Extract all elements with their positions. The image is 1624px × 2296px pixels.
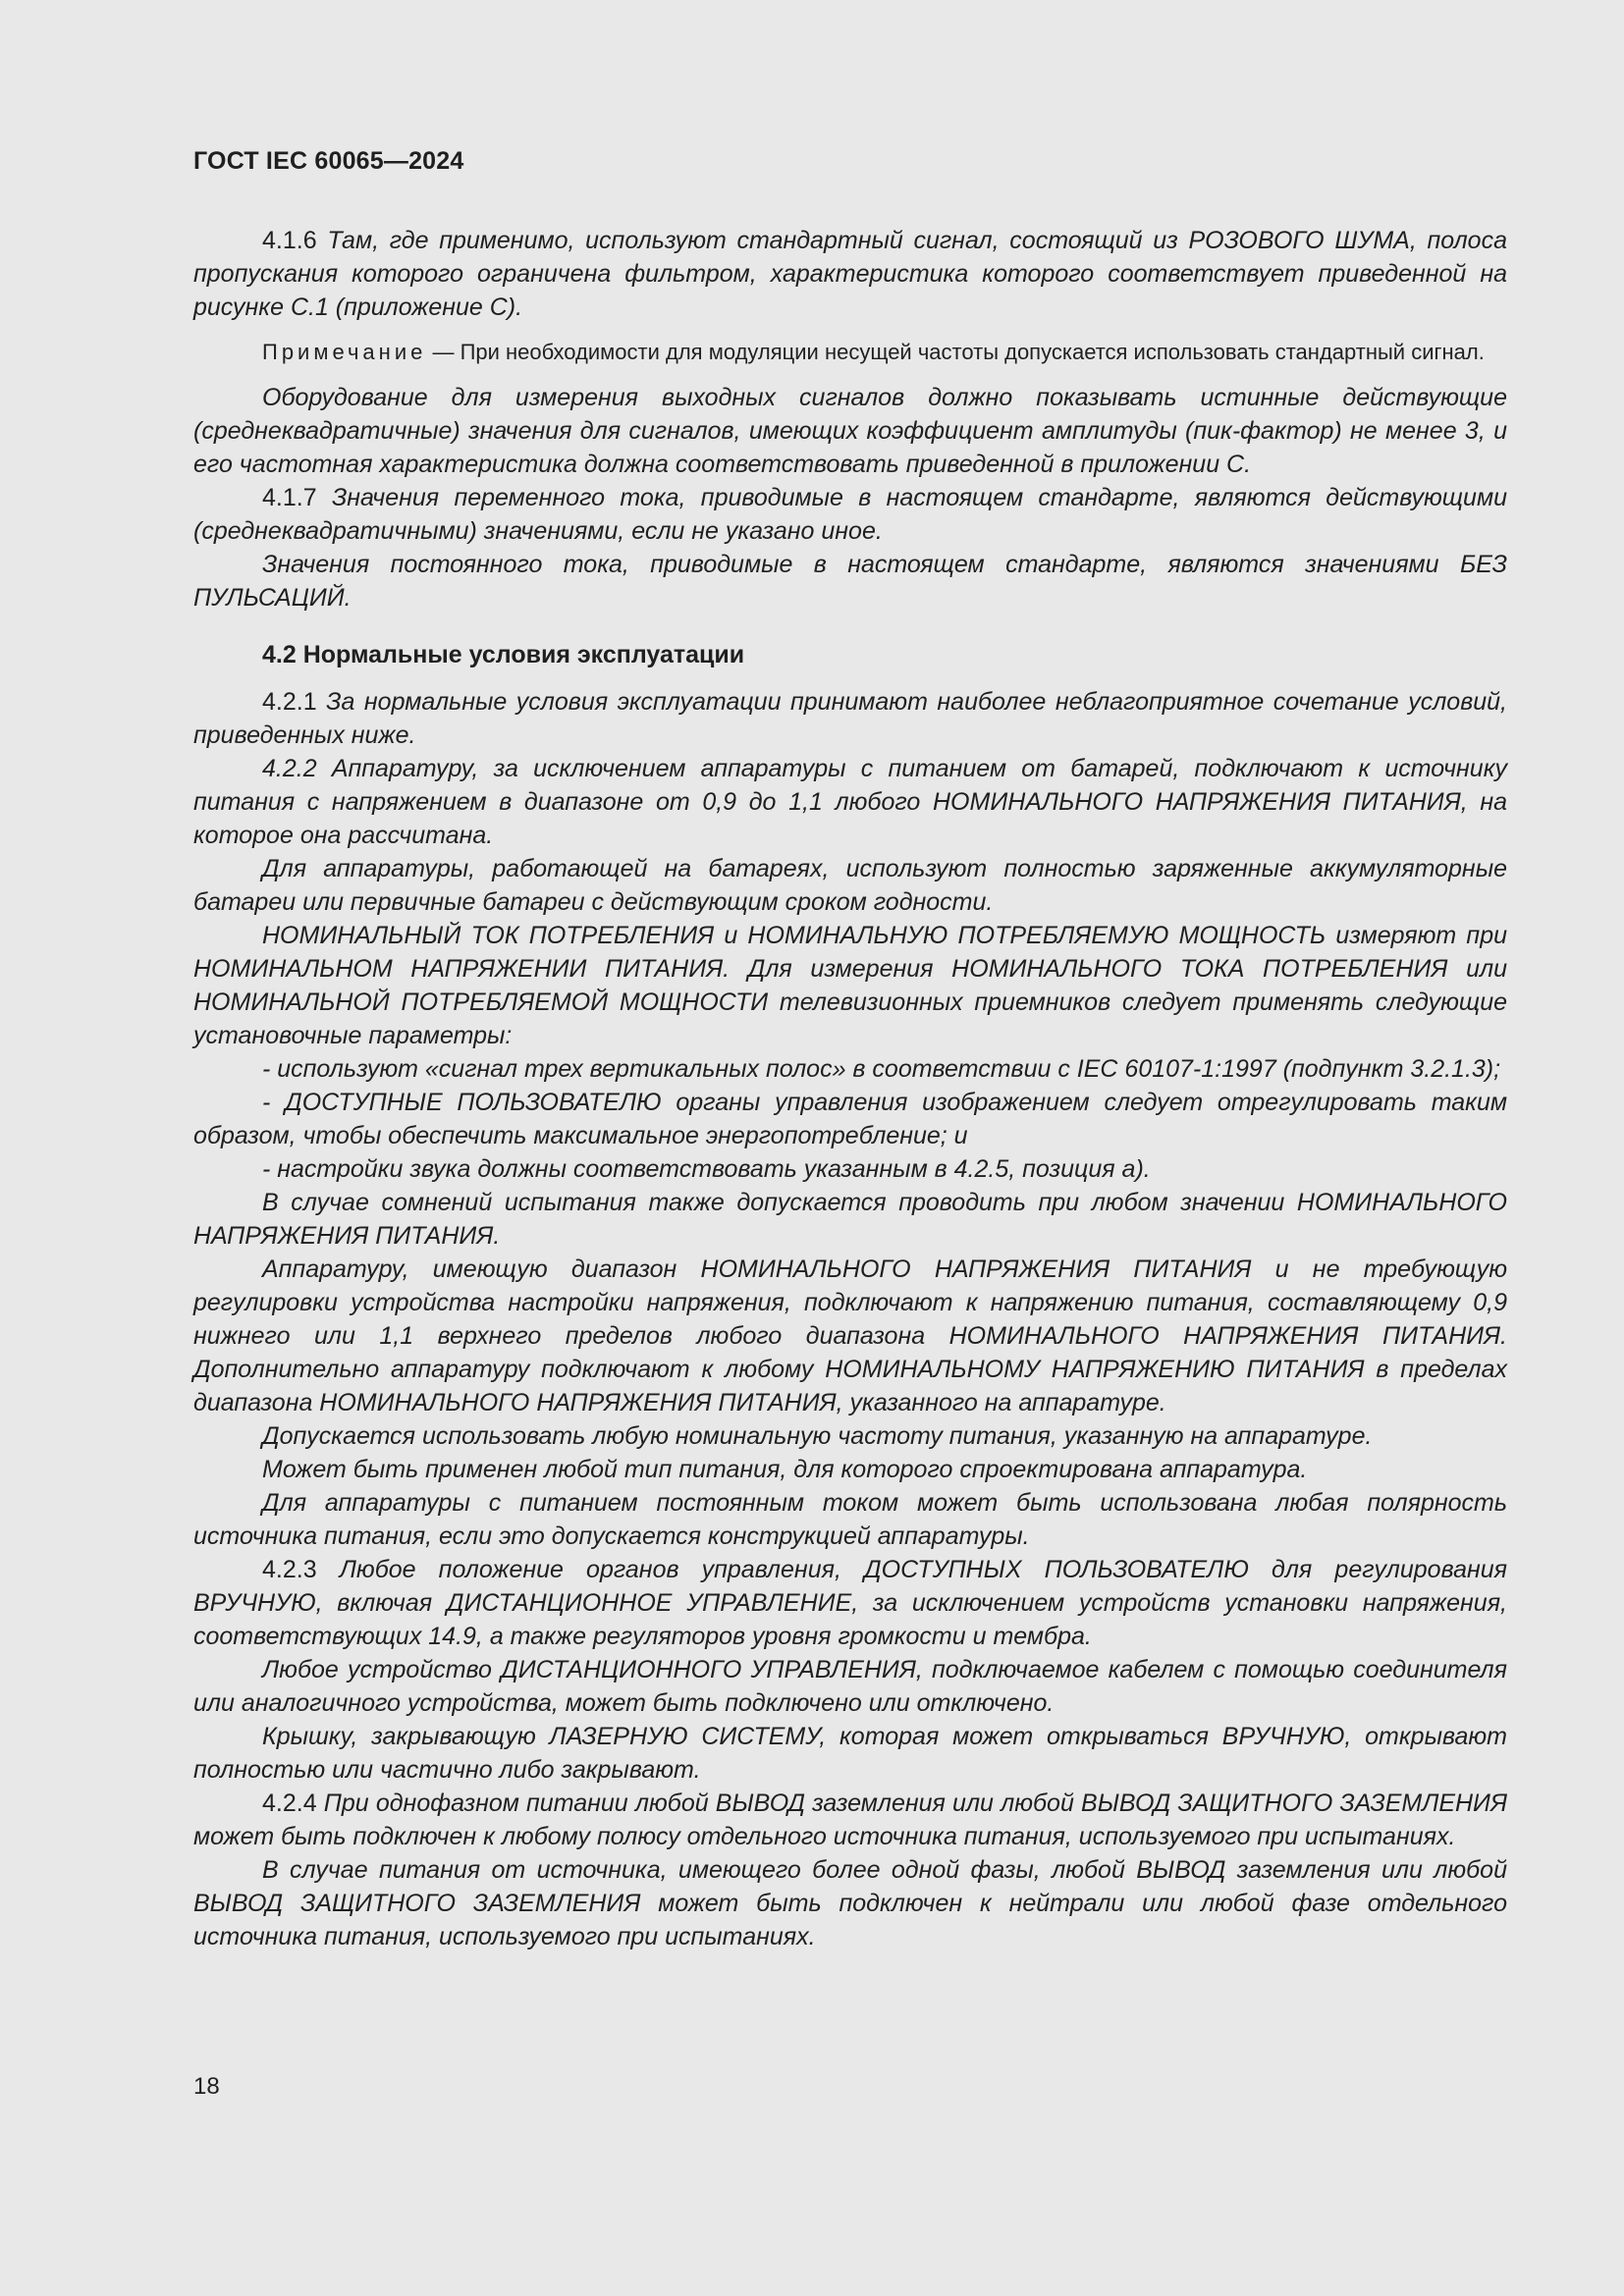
document-body [193, 224, 1507, 1953]
paragraph: В случае сомнений испытания также допускается проводить при любом значении НОМИНАЛЬНОГО НАПРЯЖЕНИЯ ПИТАНИЯ. [193, 1189, 1507, 1250]
clause-4-1-6: 4.1.6 Там, где применимо, используют стандартный сигнал, состоящий из РОЗОВОГО ШУМА, полоса пропускания которого ограничена фильтром, характеристика которого соответствует приведенной на рисунке С.1 (приложение С). [193, 227, 1507, 321]
note-label: Примечание [262, 340, 427, 364]
clause-4-2-4: 4.2.4 При однофазном питании любой ВЫВОД заземления или любой ВЫВОД ЗАЩИТНОГО ЗАЗЕМЛЕНИЯ может быть подключен к любому полюсу отдельного источника питания, используемого при испытаниях. [193, 1789, 1507, 1850]
paragraph: В случае питания от источника, имеющего более одной фазы, любой ВЫВОД заземления или любой ВЫВОД ЗАЩИТНОГО ЗАЗЕМЛЕНИЯ может быть подключен к нейтрали или любой фазе отдельного источника питания, используемого при испытаниях. [193, 1856, 1507, 1950]
clause-4-1-7: 4.1.7 Значения переменного тока, приводимые в настоящем стандарте, являются действующими (среднеквадратичными) значениями, если не указано иное. [193, 484, 1507, 545]
note: Примечание — При необходимости для модуляции несущей частоты допускается использовать стандартный сигнал. [262, 340, 1485, 364]
paragraph: Оборудование для измерения выходных сигналов должно показывать истинные действующие (среднеквадратичные) значения для сигналов, имеющих коэффициент амплитуды (пик-фактор) не менее 3, и его частотная характеристика должна соответствовать приведенной в приложении С. [193, 384, 1507, 478]
paragraph: Любое устройство ДИСТАНЦИОННОГО УПРАВЛЕНИЯ, подключаемое кабелем с помощью соединителя или аналогичного устройства, может быть подключено или отключено. [193, 1656, 1507, 1717]
clause-4-2-2: 4.2.2 Аппаратуру, за исключением аппаратуры с питанием от батарей, подключают к источнику питания с напряжением в диапазоне от 0,9 до 1,1 любого НОМИНАЛЬНОГО НАПРЯЖЕНИЯ ПИТАНИЯ, на которое она рассчитана. [193, 755, 1507, 849]
paragraph: НОМИНАЛЬНЫЙ ТОК ПОТРЕБЛЕНИЯ и НОМИНАЛЬНУЮ ПОТРЕБЛЯЕМУЮ МОЩНОСТЬ измеряют при НОМИНАЛЬНОМ НАПРЯЖЕНИИ ПИТАНИЯ. Для измерения НОМИНАЛЬНОГО ТОКА ПОТРЕБЛЕНИЯ или НОМИНАЛЬНОЙ ПОТРЕБЛЯЕМОЙ МОЩНОСТИ телевизионных приемников следует применять следующие установочные параметры: [193, 922, 1507, 1049]
section-heading: 4.2 Нормальные условия эксплуатации [262, 641, 745, 668]
document-header: ГОСТ IEC 60065—2024 [193, 147, 464, 175]
clause-4-2-3: 4.2.3 Любое положение органов управления, ДОСТУПНЫХ ПОЛЬЗОВАТЕЛЮ для регулирования ВРУЧНУЮ, включая ДИСТАНЦИОННОЕ УПРАВЛЕНИЕ, за исключением устройств установки напряжения, соответствующих 14.9, а также регуляторов уровня громкости и тембра. [193, 1556, 1507, 1650]
paragraph: Для аппаратуры с питанием постоянным током может быть использована любая полярность источника питания, если это допускается конструкцией аппаратуры. [193, 1489, 1507, 1550]
paragraph: Крышку, закрывающую ЛАЗЕРНУЮ СИСТЕМУ, которая может открываться ВРУЧНУЮ, открывают полностью или частично либо закрывают. [193, 1723, 1507, 1784]
paragraph: Для аппаратуры, работающей на батареях, используют полностью заряженные аккумуляторные батареи или первичные батареи с действующим сроком годности. [193, 855, 1507, 916]
page-number: 18 [193, 2073, 220, 2100]
paragraph: Аппаратуру, имеющую диапазон НОМИНАЛЬНОГО НАПРЯЖЕНИЯ ПИТАНИЯ и не требующую регулировки устройства настройки напряжения, подключают к напряжению питания, составляющему 0,9 нижнего или 1,1 верхнего пределов любого диапазона НОМИНАЛЬНОГО НАПРЯЖЕНИЯ ПИТАНИЯ. Дополнительно аппаратуру подключают к любому НОМИНАЛЬНОМУ НАПРЯЖЕНИЮ ПИТАНИЯ в пределах диапазона НОМИНАЛЬНОГО НАПРЯЖЕНИЯ ПИТАНИЯ, указанного на аппаратуре. [193, 1255, 1507, 1416]
list-item: - ДОСТУПНЫЕ ПОЛЬЗОВАТЕЛЮ органы управления изображением следует отрегулировать таким образом, чтобы обеспечить максимальное энергопотребление; и [193, 1089, 1507, 1149]
paragraph: Может быть применен любой тип питания, для которого спроектирована аппаратура. [262, 1456, 1308, 1483]
list-item: - используют «сигнал трех вертикальных полос» в соответствии с IEC 60107-1:1997 (подпункт 3.2.1.3); [262, 1055, 1501, 1083]
paragraph: Значения постоянного тока, приводимые в настоящем стандарте, являются значениями БЕЗ ПУЛЬСАЦИЙ. [193, 551, 1507, 612]
paragraph: Допускается использовать любую номинальную частоту питания, указанную на аппаратуре. [262, 1422, 1373, 1450]
clause-4-2-1: 4.2.1 За нормальные условия эксплуатации принимают наиболее неблагоприятное сочетание условий, приведенных ниже. [193, 688, 1507, 749]
list-item: - настройки звука должны соответствовать указанным в 4.2.5, позиция а). [262, 1155, 1151, 1183]
